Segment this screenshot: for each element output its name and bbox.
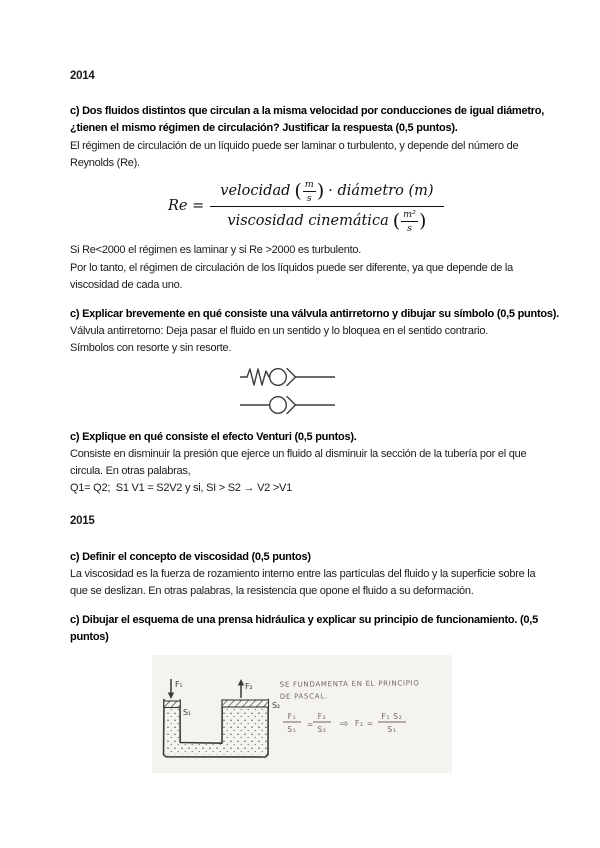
open-paren: ( — [392, 210, 401, 233]
check-valve-spring-symbol-row — [240, 365, 540, 389]
question-fluids — [70, 103, 545, 294]
answer-text: Si Re<2000 el régimen es laminar y si Re >2000 es turbulento. — [70, 244, 362, 257]
question-viscosity — [70, 549, 540, 601]
note-line1: SE FUNDAMENTA EN EL PRINCIPIO — [279, 678, 420, 689]
unit-top: m² — [403, 209, 416, 221]
unit-bottom: s — [306, 192, 312, 204]
numerator-word: velocidad — [220, 182, 291, 199]
year-heading-2014: 2014 — [70, 70, 95, 82]
label-s2: S₂ — [272, 700, 280, 710]
formula-numerator — [210, 180, 443, 206]
question-text: c) Definir el concepto de viscosidad (0,5 puntos) — [70, 550, 311, 563]
question-valve — [70, 306, 559, 417]
answer-text: Por lo tanto, el régimen de circulación de los líquidos puede ser diferente, ya que depende de la — [70, 261, 513, 274]
frac2-top: F₂ — [317, 711, 327, 721]
question-text: c) Dos fluidos distintos que circulan a la misma velocidad por conducciones de igual diámetro, — [70, 105, 545, 118]
frac2-bottom: S₂ — [317, 724, 327, 734]
question-text: c) Dibujar el esquema de una prensa hidráulica y explicar su principio de funcionamiento. (0,5 — [70, 614, 538, 627]
answer-text: Válvula antirretorno: Deja pasar el fluido en un sentido y lo bloquea en el sentido contrario. — [70, 325, 488, 338]
answer-text: Consiste en disminuir la presión que ejerce un fluido al disminuir la sección de la tubería por el que — [70, 447, 527, 460]
denominator-word: viscosidad cinemática — [227, 213, 389, 230]
implies-arrow-icon: ⇨ — [340, 718, 350, 730]
hydraulic-press-sketch — [152, 655, 452, 773]
formula-fraction — [210, 180, 443, 233]
answer-text: viscosidad de cada uno. — [70, 278, 183, 291]
formula-denominator — [217, 207, 436, 233]
answer-text: Símbolos con resorte y sin resorte. — [70, 342, 232, 355]
answer-text: La viscosidad es la fuerza de rozamiento interno entre las partículas del fluido y la superficie sobre la — [70, 567, 536, 580]
answer-text: El régimen de circulación de un líquido puede ser laminar o turbulento, y depende del número de — [70, 139, 519, 152]
label-f1: F₁ — [175, 679, 183, 689]
piston-s1 — [164, 701, 181, 708]
answer-text: Reynolds (Re). — [70, 156, 140, 169]
check-valve-with-spring-icon — [240, 365, 335, 389]
answer-text: circula. En otras palabras, — [70, 465, 191, 478]
hydraulic-press-figure — [152, 655, 540, 779]
question-venturi — [70, 429, 540, 498]
question-text: c) Explique en qué consiste el efecto Venturi (0,5 puntos). — [70, 430, 357, 443]
frac1-top: F₁ — [287, 711, 297, 721]
unit-top: m — [304, 179, 314, 191]
note-line2: DE PASCAL. — [279, 691, 328, 701]
close-paren: ) — [418, 210, 427, 233]
label-f2: F₂ — [245, 681, 253, 691]
answer-equation: Q1= Q2; S1 V1 = S2V2 y si, SI > S2 → V2 >V1 — [70, 482, 292, 495]
valve-symbols-figure — [240, 365, 540, 417]
question-text: c) Explicar brevemente en qué consiste una válvula antirretorno y dibujar su símbolo (0,5 puntos). — [70, 308, 559, 321]
check-valve-icon — [240, 393, 335, 417]
frac3-top: F₁ S₂ — [381, 711, 403, 721]
unit-fraction-m2s — [401, 210, 418, 233]
f2-equals: F₂ = — [355, 718, 374, 728]
question-text: puntos) — [70, 631, 109, 644]
answer-text: que se deslizan. En otras palabras, la resistencia que opone el fluido a su deformación. — [70, 585, 474, 598]
numerator-rest: · diámetro (m) — [328, 182, 434, 199]
check-valve-symbol-row — [240, 393, 540, 417]
equals-sign: = — [307, 719, 314, 729]
unit-bottom: s — [407, 222, 412, 234]
question-press — [70, 612, 540, 779]
formula-lhs: Re = — [168, 198, 205, 215]
unit-fraction-ms — [303, 180, 316, 203]
piston-s2 — [222, 700, 269, 707]
year-heading-2015: 2015 — [70, 515, 95, 528]
close-paren: ) — [316, 180, 325, 203]
scan-background — [152, 655, 452, 773]
open-paren: ( — [294, 180, 302, 203]
frac3-bottom: S₁ — [387, 724, 397, 734]
label-s1: S₁ — [183, 707, 191, 717]
reynolds-formula — [168, 180, 540, 233]
frac1-bottom: S₁ — [287, 724, 297, 734]
question-text: ¿tienen el mismo régimen de circulación? Justificar la respuesta (0,5 puntos). — [70, 122, 458, 135]
